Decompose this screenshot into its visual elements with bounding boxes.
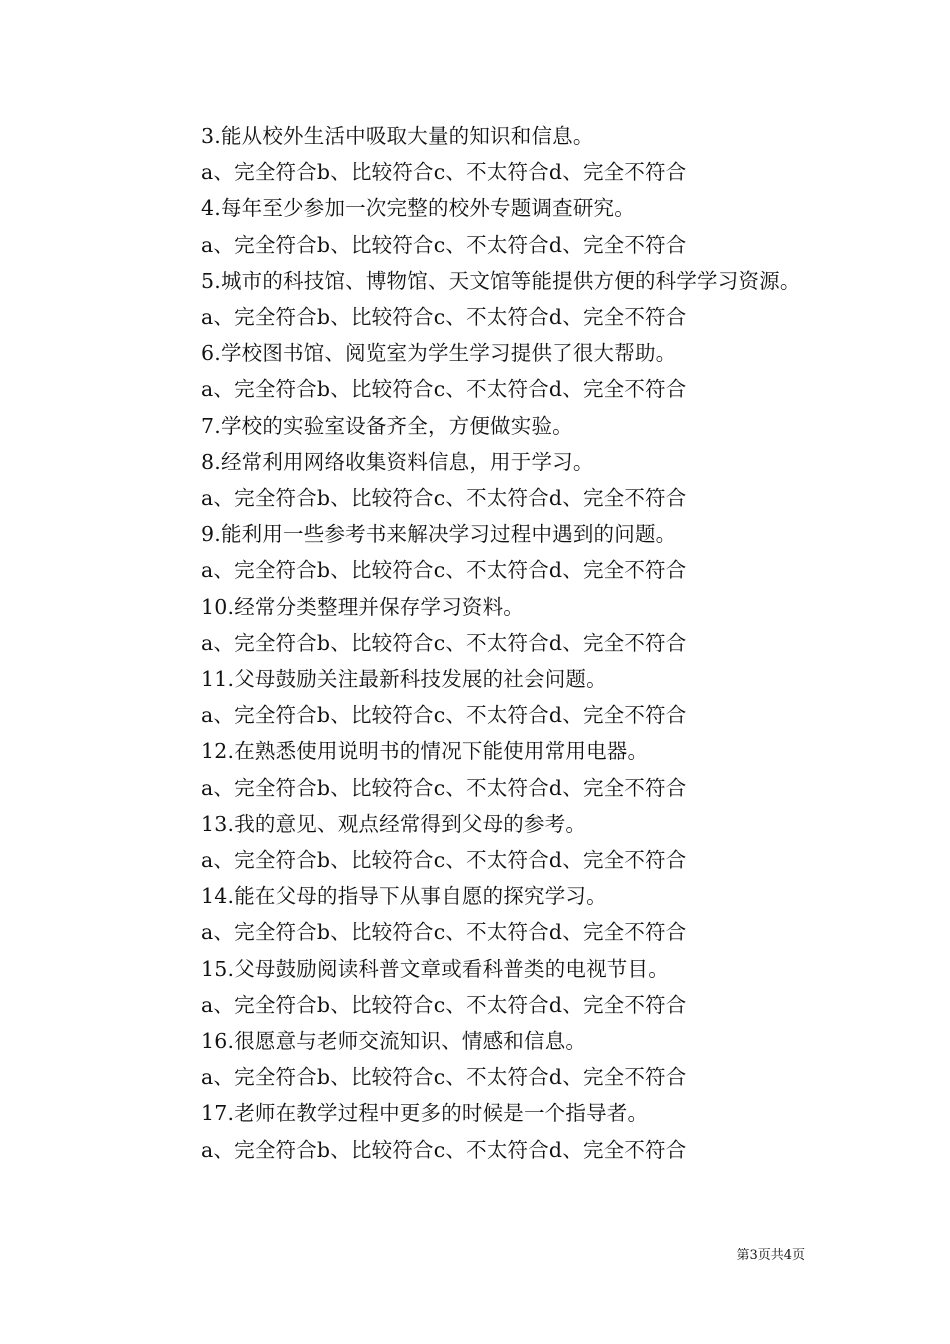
answer-options: a、完全符合b、比较符合c、不太符合d、完全不符合 — [201, 377, 687, 402]
question-3: 3.能从校外生活中吸取大量的知识和信息。 — [201, 124, 594, 148]
answer-options: a、完全符合b、比较符合c、不太符合d、完全不符合 — [201, 848, 687, 873]
question-9: 9.能利用一些参考书来解决学习过程中遇到的问题。 — [201, 522, 677, 547]
answer-options: a、完全符合b、比较符合c、不太符合d、完全不符合 — [201, 920, 687, 945]
answer-options: a、完全符合b、比较符合c、不太符合d、完全不符合 — [201, 775, 687, 800]
answer-options: a、完全符合b、比较符合c、不太符合d、完全不符合 — [201, 1137, 687, 1162]
answer-options: a、完全符合b、比较符合c、不太符合d、完全不符合 — [201, 232, 687, 257]
question-17: 17.老师在教学过程中更多的时候是一个指导者。 — [201, 1101, 649, 1126]
answer-options: a、完全符合b、比较符合c、不太符合d、完全不符合 — [201, 992, 687, 1017]
question-4: 4.每年至少参加一次完整的校外专题调查研究。 — [201, 196, 635, 221]
page-number: 第3页共4页 — [736, 1248, 805, 1263]
question-5: 5.城市的科技馆、博物馆、天文馆等能提供方便的科学学习资源。 — [201, 268, 801, 293]
answer-options: a、完全符合b、比较符合c、不太符合d、完全不符合 — [201, 1065, 687, 1090]
answer-options: a、完全符合b、比较符合c、不太符合d、完全不符合 — [201, 703, 687, 728]
question-14: 14.能在父母的指导下从事自愿的探究学习。 — [201, 884, 607, 909]
answer-options: a、完全符合b、比较符合c、不太符合d、完全不符合 — [201, 486, 687, 511]
answer-options: a、完全符合b、比较符合c、不太符合d、完全不符合 — [201, 160, 687, 185]
question-7: 7.学校的实验室设备齐全，方便做实验。 — [201, 413, 573, 438]
answer-options: a、完全符合b、比较符合c、不太符合d、完全不符合 — [201, 305, 687, 330]
answer-options: a、完全符合b、比较符合c、不太符合d、完全不符合 — [201, 558, 687, 583]
question-11: 11.父母鼓励关注最新科技发展的社会问题。 — [201, 667, 607, 692]
question-15: 15.父母鼓励阅读科普文章或看科普类的电视节目。 — [201, 956, 669, 981]
question-6: 6.学校图书馆、阅览室为学生学习提供了很大帮助。 — [201, 341, 677, 366]
question-8: 8.经常利用网络收集资料信息，用于学习。 — [201, 449, 594, 474]
question-16: 16.很愿意与老师交流知识、情感和信息。 — [201, 1029, 587, 1054]
survey-content — [145, 118, 810, 1168]
answer-options: a、完全符合b、比较符合c、不太符合d、完全不符合 — [201, 630, 687, 655]
question-12: 12.在熟悉使用说明书的情况下能使用常用电器。 — [201, 739, 649, 764]
question-10: 10.经常分类整理并保存学习资料。 — [201, 594, 525, 619]
question-13: 13.我的意见、观点经常得到父母的参考。 — [201, 811, 587, 836]
